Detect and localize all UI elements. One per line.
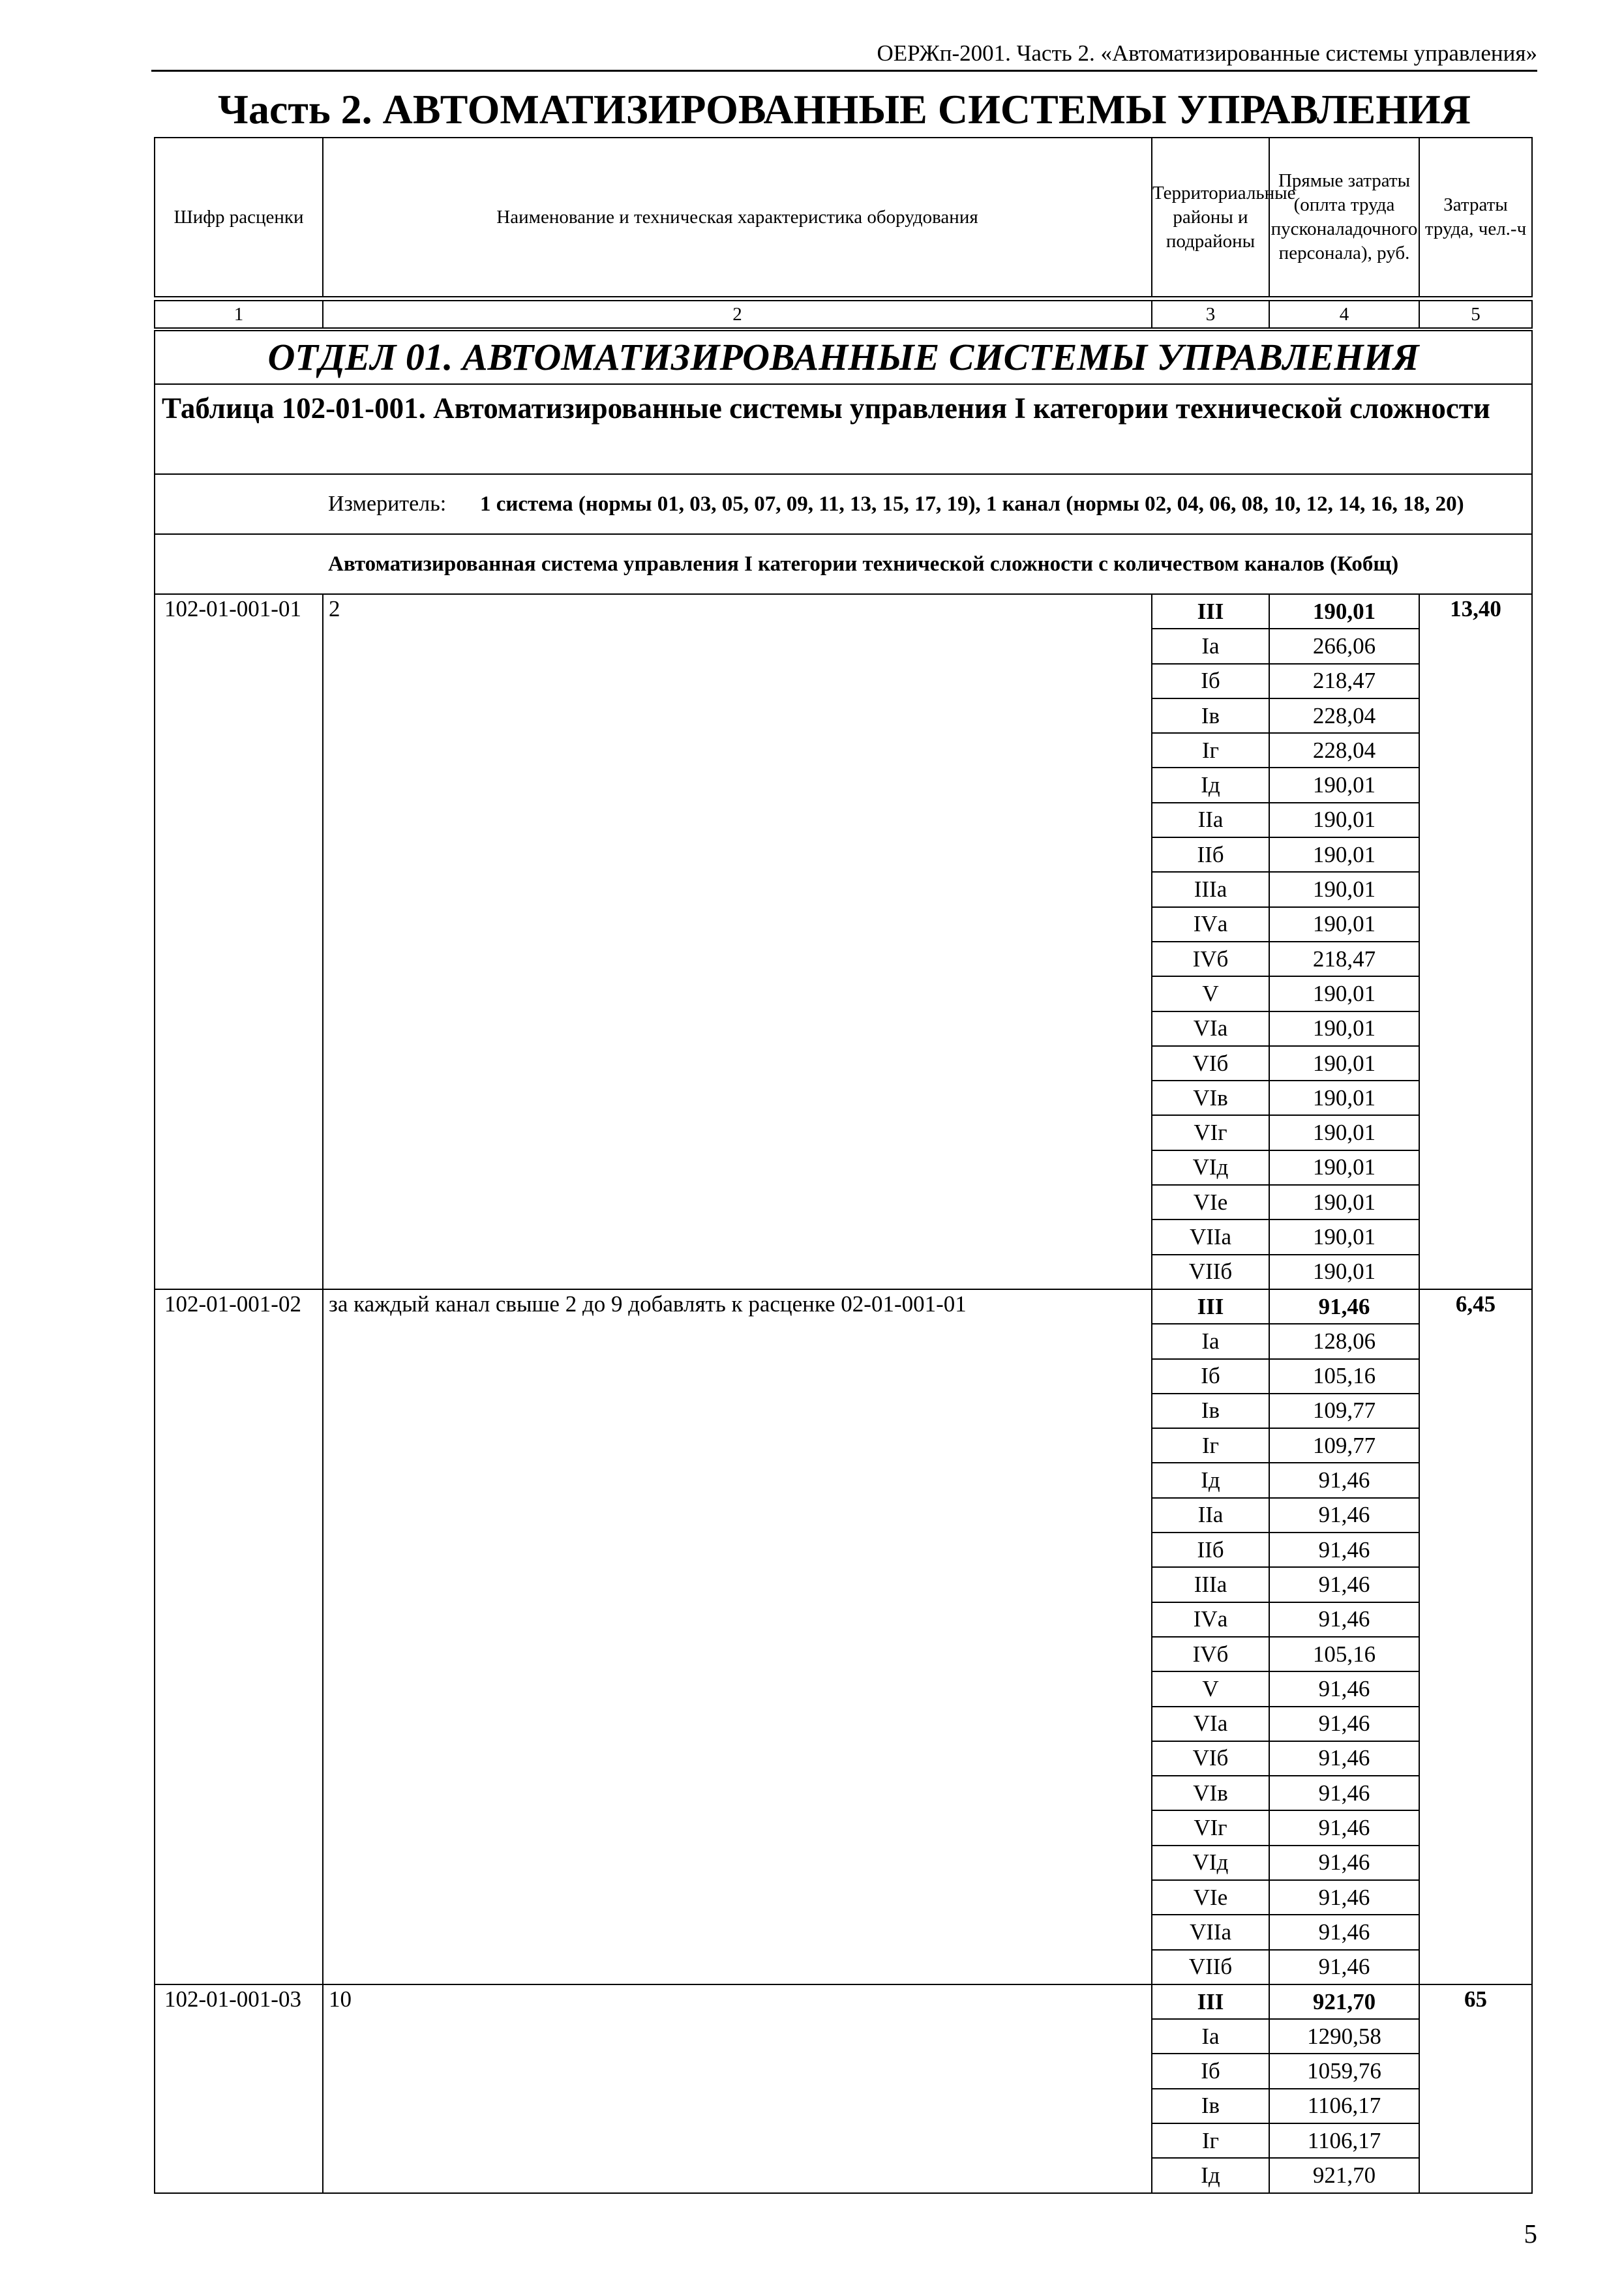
region-cell: Iа [1152, 1324, 1269, 1358]
column-number: 4 [1269, 301, 1419, 328]
cost-cell: 91,46 [1269, 1950, 1419, 1984]
cost-cell: 91,46 [1269, 1880, 1419, 1915]
cost-cell: 218,47 [1269, 664, 1419, 698]
meter-value: 1 система (нормы 01, 03, 05, 07, 09, 11, 13, 15, 17, 19), 1 канал (нормы 02, 04, 06, 08, 10, 12, 14, 16, 18, 20) [480, 492, 1464, 516]
region-cell: VIг [1152, 1810, 1269, 1845]
column-number: 3 [1152, 301, 1269, 328]
region-cell: VIг [1152, 1115, 1269, 1150]
region-cell: Iв [1152, 2089, 1269, 2123]
region-cell: Iб [1152, 664, 1269, 698]
region-cell: VIе [1152, 1185, 1269, 1219]
column-header-table [154, 137, 1533, 297]
rate-description: 2 [323, 594, 1152, 1289]
region-cell: IVа [1152, 1602, 1269, 1637]
region-cell: IVб [1152, 1637, 1269, 1671]
cost-cell: 190,01 [1269, 803, 1419, 837]
region-cell: Iд [1152, 2158, 1269, 2192]
cost-cell: 91,46 [1269, 1602, 1419, 1637]
subtitle: Автоматизированная система управления I категории технической сложности с количеством каналов (Кобщ) [323, 534, 1532, 594]
region-cell: VIв [1152, 1081, 1269, 1115]
cost-cell: 91,46 [1269, 1915, 1419, 1949]
meter-label: Измеритель: [328, 492, 447, 516]
cost-cell: 105,16 [1269, 1637, 1419, 1671]
region-cell: III [1152, 1289, 1269, 1324]
region-cell: VIа [1152, 1011, 1269, 1046]
section-title: ОТДЕЛ 01. АВТОМАТИЗИРОВАННЫЕ СИСТЕМЫ УПРАВЛЕНИЯ [155, 331, 1532, 384]
cost-cell: 1059,76 [1269, 2054, 1419, 2088]
labor-cell: 6,45 [1419, 1289, 1532, 1984]
header-code: Шифр расценки [155, 138, 323, 297]
cost-cell: 91,46 [1269, 1671, 1419, 1706]
cost-cell: 105,16 [1269, 1359, 1419, 1394]
cost-cell: 91,46 [1269, 1776, 1419, 1810]
rate-code: 102-01-001-01 [155, 594, 323, 1289]
region-cell: Iв [1152, 698, 1269, 733]
region-cell: IIIа [1152, 1567, 1269, 1602]
header-name: Наименование и техническая характеристика оборудования [323, 138, 1152, 297]
region-cell: Iв [1152, 1394, 1269, 1428]
cost-cell: 91,46 [1269, 1707, 1419, 1741]
cost-cell: 91,46 [1269, 1533, 1419, 1567]
cost-cell: 91,46 [1269, 1846, 1419, 1880]
rates-table [154, 330, 1533, 2194]
cost-cell: 91,46 [1269, 1741, 1419, 1776]
cost-cell: 190,01 [1269, 1115, 1419, 1150]
region-cell: VIд [1152, 1846, 1269, 1880]
cost-cell: 190,01 [1269, 1219, 1419, 1254]
region-cell: Iд [1152, 768, 1269, 802]
rate-code: 102-01-001-02 [155, 1289, 323, 1984]
cost-cell: 190,01 [1269, 837, 1419, 872]
region-cell: VIIб [1152, 1950, 1269, 1984]
labor-cell: 65 [1419, 1984, 1532, 2193]
cost-cell: 91,46 [1269, 1498, 1419, 1533]
column-number-table [154, 300, 1533, 329]
part-title: Часть 2. АВТОМАТИЗИРОВАННЫЕ СИСТЕМЫ УПРАВЛЕНИЯ [218, 86, 1471, 132]
header-region: Территориальные районы и подрайоны [1152, 138, 1269, 297]
region-cell: VIб [1152, 1741, 1269, 1776]
cost-cell: 109,77 [1269, 1428, 1419, 1463]
rate-description: за каждый канал свыше 2 до 9 добавлять к расценке 02-01-001-01 [323, 1289, 1152, 1984]
region-cell: III [1152, 1984, 1269, 2019]
region-cell: IIб [1152, 837, 1269, 872]
region-cell: Iб [1152, 2054, 1269, 2088]
region-cell: Iг [1152, 733, 1269, 768]
cost-cell: 190,01 [1269, 1046, 1419, 1081]
rate-description: 10 [323, 1984, 1152, 2193]
cost-cell: 190,01 [1269, 1150, 1419, 1185]
region-cell: VIIа [1152, 1219, 1269, 1254]
cost-cell: 190,01 [1269, 1185, 1419, 1219]
labor-cell: 13,40 [1419, 594, 1532, 1289]
cost-cell: 109,77 [1269, 1394, 1419, 1428]
table-row [155, 1289, 1532, 1324]
cost-cell: 190,01 [1269, 1081, 1419, 1115]
region-cell: III [1152, 594, 1269, 629]
page-number: 5 [1524, 2219, 1537, 2249]
header-cost: Прямые затраты (оплта труда пусконаладочного персонала), руб. [1269, 138, 1419, 297]
cost-cell: 228,04 [1269, 733, 1419, 768]
region-cell: IVа [1152, 907, 1269, 942]
cost-cell: 1106,17 [1269, 2089, 1419, 2123]
region-cell: Iг [1152, 1428, 1269, 1463]
cost-cell: 190,01 [1269, 1011, 1419, 1046]
header-labor: Затраты труда, чел.-ч [1419, 138, 1532, 297]
cost-cell: 91,46 [1269, 1810, 1419, 1845]
column-number: 2 [323, 301, 1152, 328]
cost-cell: 91,46 [1269, 1463, 1419, 1497]
region-cell: IIб [1152, 1533, 1269, 1567]
cost-cell: 921,70 [1269, 2158, 1419, 2192]
table-title: Таблица 102-01-001. Автоматизированные системы управления I категории технической сложности [155, 384, 1532, 474]
region-cell: Iа [1152, 2019, 1269, 2054]
cost-cell: 91,46 [1269, 1567, 1419, 1602]
cost-cell: 190,01 [1269, 594, 1419, 629]
column-number: 1 [155, 301, 323, 328]
region-cell: Iг [1152, 2123, 1269, 2158]
region-cell: V [1152, 976, 1269, 1011]
region-cell: VIб [1152, 1046, 1269, 1081]
cost-cell: 1106,17 [1269, 2123, 1419, 2158]
header-rule [151, 70, 1537, 72]
cost-cell: 266,06 [1269, 629, 1419, 663]
region-cell: IIIа [1152, 872, 1269, 906]
region-cell: IIа [1152, 803, 1269, 837]
cost-cell: 190,01 [1269, 907, 1419, 942]
region-cell: V [1152, 1671, 1269, 1706]
region-cell: VIа [1152, 1707, 1269, 1741]
running-header: ОЕРЖп-2001. Часть 2. «Автоматизированные системы управления» [877, 40, 1537, 66]
rate-code: 102-01-001-03 [155, 1984, 323, 2193]
cost-cell: 1290,58 [1269, 2019, 1419, 2054]
cost-cell: 921,70 [1269, 1984, 1419, 2019]
cost-cell: 128,06 [1269, 1324, 1419, 1358]
region-cell: Iа [1152, 629, 1269, 663]
table-row [155, 594, 1532, 629]
region-cell: VIд [1152, 1150, 1269, 1185]
region-cell: IIа [1152, 1498, 1269, 1533]
region-cell: VIе [1152, 1880, 1269, 1915]
region-cell: Iд [1152, 1463, 1269, 1497]
cost-cell: 91,46 [1269, 1289, 1419, 1324]
region-cell: Iб [1152, 1359, 1269, 1394]
cost-cell: 228,04 [1269, 698, 1419, 733]
region-cell: VIIб [1152, 1255, 1269, 1289]
table-row [155, 1984, 1532, 2019]
column-number: 5 [1419, 301, 1532, 328]
region-cell: VIIа [1152, 1915, 1269, 1949]
cost-cell: 190,01 [1269, 872, 1419, 906]
region-cell: IVб [1152, 942, 1269, 976]
cost-cell: 190,01 [1269, 1255, 1419, 1289]
cost-cell: 190,01 [1269, 768, 1419, 802]
cost-cell: 218,47 [1269, 942, 1419, 976]
cost-cell: 190,01 [1269, 976, 1419, 1011]
region-cell: VIв [1152, 1776, 1269, 1810]
